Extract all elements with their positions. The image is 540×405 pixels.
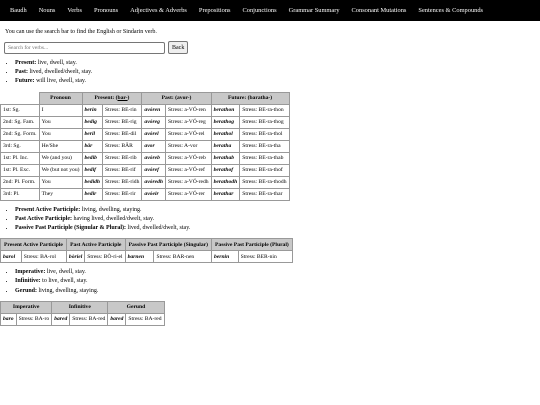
mood-stress: Stress: BA-ro [16,313,52,325]
nav-link-adjectives-adverbs[interactable]: Adjectives & Adverbs [130,7,187,14]
present-stress: Stress: BE-rir [103,188,142,200]
pronoun-cell: We (and you) [39,152,82,164]
past-stress: Stress: a-VÓ-redh [166,176,212,188]
mood-stress: Stress: BA-red [126,313,164,325]
header-present-prefix: Present: ( [94,95,118,102]
table-row [1,313,165,325]
list-item [15,277,540,286]
intro-text: You can use the search bar to find the English or Sindarin verb. [5,29,157,35]
participle-form: barnen [125,251,154,263]
header-empty [1,92,40,104]
header-future: Future: (baratha-) [211,92,289,104]
future-form: berathol [211,128,240,140]
present-form: beril [82,128,103,140]
nav-link-baudh[interactable]: Baudh [10,7,27,14]
present-stress: Stress: BE-rig [103,116,142,128]
tense-summary-list [0,59,540,87]
table-row [1,104,290,116]
top-nav-bar [0,0,540,21]
past-form: avóref [142,164,166,176]
header-pronoun: Pronoun [39,92,82,104]
future-form: berathon [211,104,240,116]
header-present-active-participle: Present Active Participle [1,239,67,251]
participle-stress: Stress: BAR-nen [154,251,212,263]
future-stress: Stress: BE-ra-tha [240,140,289,152]
future-stress: Stress: BE-ra-thon [240,104,289,116]
summary-label: Passive Past Participle (Signular & Plural): [15,225,127,232]
mood-form: bared [108,313,126,325]
list-item [15,206,540,215]
present-form: bedidh [82,176,103,188]
participle-stress: Stress: BÒ-ri-el [85,251,125,263]
participle-form: bernin [211,251,238,263]
table-row [1,140,290,152]
future-stress: Stress: BE-ra-thof [240,164,289,176]
summary-label: Gerund: [15,287,38,294]
nav-link-consonant-mutations[interactable]: Consonant Mutations [351,7,407,14]
list-item [15,77,540,86]
future-form: berathog [211,116,240,128]
summary-text: having lived, dwelled/dwelt, stay. [71,215,155,222]
nav-link-conjunctions[interactable]: Conjunctions [242,7,277,14]
present-form: bâr [82,140,103,152]
summary-text: lived, dwelled/dwelt, stay. [126,225,191,232]
mood-table [0,301,165,326]
table-row [1,176,290,188]
present-form: berin [82,104,103,116]
participle-table [0,238,293,263]
summary-label: Past Active Participle: [15,215,72,222]
list-item [15,68,540,77]
pronoun-cell: We (but not you) [39,164,82,176]
person-cell: 1st: Pl. Inc. [1,152,40,164]
present-stress: Stress: BE-rin [103,104,142,116]
search-row [4,41,540,54]
participle-form: barol [1,251,22,263]
participle-form: bòriel [66,251,84,263]
participle-summary-list [0,206,540,234]
nav-link-sentences-compounds[interactable]: Sentences & Compounds [418,7,484,14]
table-header-row [1,92,290,104]
future-stress: Stress: BE-ra-thol [240,128,289,140]
table-row [1,251,293,263]
participle-stress: Stress: BA-rol [21,251,66,263]
table-row [1,152,290,164]
list-item [15,215,540,224]
mood-stress: Stress: BA-red [70,313,108,325]
present-form: bedir [82,188,103,200]
mood-form: baro [1,313,17,325]
future-stress: Stress: BE-ra-thodh [240,176,289,188]
summary-label: Future: [15,78,35,85]
present-stress: Stress: BÂR [103,140,142,152]
future-form: berathof [211,164,240,176]
present-stress: Stress: BE-dil [103,128,142,140]
past-stress: Stress: a-VÓ-ren [166,104,212,116]
summary-label: Present: [15,60,37,66]
summary-text: living, dwelling, staying. [80,206,142,213]
pronoun-cell: He/She [39,140,82,152]
future-form: beratha [211,140,240,152]
summary-label: Infinitive: [15,278,41,285]
person-cell: 2nd: Pl. Form. [1,176,40,188]
past-form: avóreg [142,116,166,128]
past-form: avóreb [142,152,166,164]
table-row [1,164,290,176]
table-header-row [1,239,293,251]
summary-text: will live, dwell, stay. [34,78,86,85]
future-form: berathab [211,152,240,164]
person-cell: 3rd: Pl. [1,188,40,200]
table-header-row [1,301,165,313]
past-stress: Stress: a-VÓ-reb [166,152,212,164]
mood-summary-list [0,268,540,296]
pronoun-cell: I [39,104,82,116]
past-form: avóren [142,104,166,116]
past-form: avóeir [142,188,166,200]
person-cell: 3rd: Sg. [1,140,40,152]
present-stress: Stress: BE-rif [103,164,142,176]
person-cell: 2nd: Sg. Fam. [1,116,40,128]
nav-link-pronouns[interactable]: Pronouns [93,7,119,14]
pronoun-cell: You [39,128,82,140]
header-gerund: Gerund [108,301,164,313]
table-row [1,188,290,200]
future-form: berathar [211,188,240,200]
header-past-active-participle: Past Active Participle [66,239,125,251]
header-imperative: Imperative [1,301,52,313]
person-cell: 2nd: Sg. Form. [1,128,40,140]
summary-text: living, dwelling, staying. [37,287,99,294]
person-cell: 1st: Pl. Exc. [1,164,40,176]
search-input[interactable] [4,42,165,54]
nav-link-prepositions[interactable]: Prepositions [198,7,231,14]
past-form: avóredh [142,176,166,188]
participle-stress: Stress: BER-nin [238,251,292,263]
past-stress: Stress: A-vor [166,140,212,152]
header-infinitive: Infinitive [52,301,108,313]
mood-form: bared [52,313,70,325]
summary-label: Present Active Participle: [15,206,81,213]
list-item [15,287,540,296]
past-form: avor [142,140,166,152]
table-row [1,116,290,128]
summary-label: Imperative: [15,269,46,276]
past-stress: Stress: a-VÓ-reg [166,116,212,128]
past-stress: Stress: a-VÓ-rer [166,188,212,200]
pronoun-cell: You [39,116,82,128]
header-past: Past: (avor-) [142,92,211,104]
pronoun-cell: You [39,176,82,188]
header-present [82,92,142,104]
nav-link-verbs[interactable]: Verbs [67,7,82,14]
header-present-stem: bar- [117,95,128,102]
person-cell: 1st: Sg. [1,104,40,116]
header-passive-past-participle-singular: Passive Past Participle (Singular) [125,239,211,251]
past-stress: Stress: a-VÓ-ref [166,164,212,176]
past-form: avórel [142,128,166,140]
back-button[interactable]: Back [168,41,188,54]
table-row [1,128,290,140]
present-stress: Stress: BE-ridh [103,176,142,188]
future-form: berathodh [211,176,240,188]
conjugation-table-body [1,104,290,200]
present-form: bedig [82,116,103,128]
header-present-suffix: ) [127,95,130,102]
summary-text: to live, dwell, stay. [40,278,88,285]
pronoun-cell: They [39,188,82,200]
nav-link-nouns[interactable]: Nouns [38,7,56,14]
header-passive-past-participle-plural: Passive Past Participle (Plural) [211,239,292,251]
list-item [15,224,540,233]
present-form: bedif [82,164,103,176]
list-item [15,268,540,277]
future-stress: Stress: BE-ra-thar [240,188,289,200]
present-stress: Stress: BE-rib [103,152,142,164]
summary-text: live, dwell, stay. [36,60,77,66]
summary-label: Past: [15,69,28,76]
future-stress: Stress: BE-ra-thog [240,116,289,128]
past-stress: Stress: a-VÓ-rel [166,128,212,140]
summary-text: live, dwell, stay. [45,269,86,276]
summary-text: lived, dwelled/dwelt, stay. [28,69,93,76]
present-form: bedib [82,152,103,164]
list-item [15,59,540,68]
conjugation-table [0,92,290,201]
future-stress: Stress: BE-ra-thab [240,152,289,164]
nav-link-grammar-summary[interactable]: Grammar Summary [288,7,340,14]
